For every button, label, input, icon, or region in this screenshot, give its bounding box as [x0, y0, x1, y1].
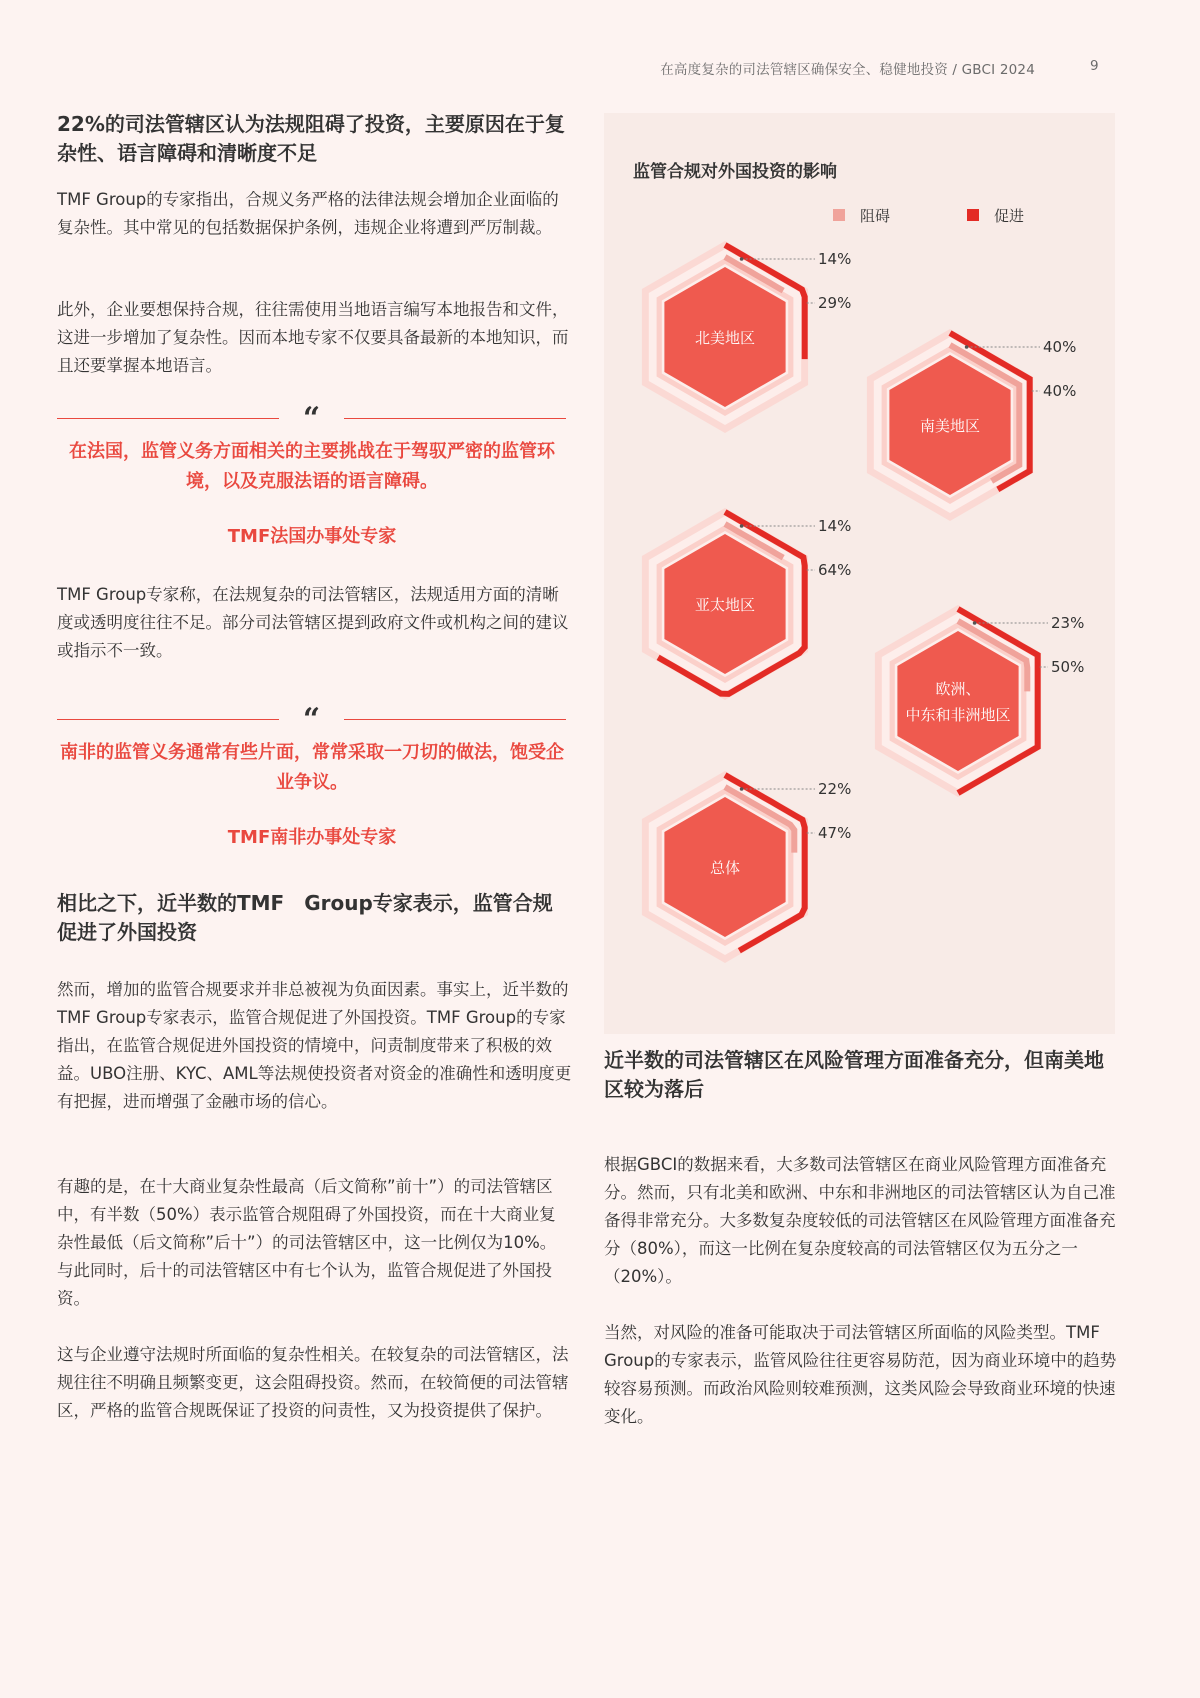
promote-value-label: 47% [818, 824, 852, 842]
promote-value-label: 50% [1051, 658, 1085, 676]
promote-value-label: 64% [818, 561, 852, 579]
paragraph-6: 这与企业遵守法规时所面临的复杂性相关。在较复杂的司法管辖区，法规往往不明确且频繁变更，这会阻碍投资。然而，在较简便的司法管辖区，严格的监管合规既保证了投资的问责性，又为投资提供了保护。 [57, 1345, 569, 1420]
promote-value-label: 29% [818, 294, 852, 312]
hinder-leader-dot [740, 257, 744, 261]
section-heading-risk-management: 近半数的司法管辖区在风险管理方面准备充分，但南美地区较为落后 [604, 1048, 1104, 1101]
hinder-value-label: 22% [818, 780, 852, 798]
chart-title: 监管合规对外国投资的影响 [633, 162, 837, 182]
section-heading-regulation-hinders: 22%的司法管辖区认为法规阻碍了投资，主要原因在于复杂性、语言障碍和清晰度不足 [57, 112, 565, 165]
paragraph-1: TMF Group的专家指出，合规义务严格的法律法规会增加企业面临的复杂性。其中常见的包括数据保护条例，违规企业将遭到严厉制裁。 [57, 190, 559, 237]
promote-value-label: 40% [1043, 382, 1077, 400]
pull-quote-source-south-africa: TMF南非办事处专家 [227, 827, 397, 848]
hex-south-america [867, 329, 1076, 521]
right-paragraph-1: 根据GBCI的数据来看，大多数司法管辖区在商业风险管理方面准备充分。然而，只有北美和欧洲、中东和非洲地区的司法管辖区认为自己准备得非常充分。大多数复杂度较低的司法管辖区在风险管理方面准备充分（80%），而这一比例在复杂度较高的司法管辖区仅为五分之一（20%）。 [604, 1155, 1116, 1286]
hinder-value-label: 14% [818, 250, 852, 268]
pull-quote-south-africa: 南非的监管义务通常有些片面，常常采取一刀切的做法，饱受企业争议。 [60, 742, 564, 793]
hex-asia-pacific [642, 508, 851, 700]
hinder-leader-dot [740, 787, 744, 791]
hex-overall [642, 771, 851, 963]
page-number: 9 [1090, 58, 1099, 74]
hinder-leader-dot [965, 345, 969, 349]
region-label: 欧洲、 [935, 680, 981, 698]
hinder-value-label: 40% [1043, 338, 1077, 356]
hinder-leader-dot [973, 621, 977, 625]
hinder-value-label: 14% [818, 517, 852, 535]
paragraph-2: 此外，企业要想保持合规，往往需使用当地语言编写本地报告和文件，这进一步增加了复杂性。因而本地专家不仅要具备最新的本地知识，而且还要掌握本地语言。 [57, 300, 569, 375]
paragraph-4: 然而，增加的监管合规要求并非总被视为负面因素。事实上，近半数的TMF Group专家表示，监管合规促进了外国投资。TMF Group的专家指出，在监管合规促进外国投资的情境中，问责制度带来了积极的效益。UBO注册、KYC、AML等法规使投资者对资金的准确性和透明度更有把握，进而增强了金融市场的信心。 [57, 980, 572, 1111]
region-label: 北美地区 [694, 329, 756, 347]
region-label: 亚太地区 [694, 596, 756, 614]
hex-emea [875, 605, 1084, 797]
hinder-value-label: 23% [1051, 614, 1085, 632]
hinder-leader-dot [740, 524, 744, 528]
right-paragraph-2: 当然，对风险的准备可能取决于司法管辖区所面临的风险类型。TMF Group的专家表示，监管风险往往更容易防范，因为商业环境中的趋势较容易预测。而政治风险则较难预测，这类风险会导致商业环境的快速变化。 [604, 1323, 1117, 1426]
quote-mark-icon-2: “ [302, 702, 318, 737]
section-heading-compliance-promotes: 相比之下，近半数的TMF Group专家表示，监管合规促进了外国投资 [57, 891, 553, 944]
legend-label-promote: 促进 [994, 207, 1025, 225]
paragraph-3: TMF Group专家称，在法规复杂的司法管辖区，法规适用方面的清晰度或透明度往往不足。部分司法管辖区提到政府文件或机构之间的建议或指示不一致。 [57, 585, 569, 660]
hex-north-america [642, 241, 851, 433]
running-header-title: 在高度复杂的司法管辖区确保安全、稳健地投资 / GBCI 2024 [660, 62, 1035, 78]
pull-quote-source-france: TMF法国办事处专家 [227, 526, 397, 547]
quote-mark-icon: “ [302, 401, 318, 436]
region-label: 总体 [709, 859, 741, 877]
paragraph-5: 有趣的是，在十大商业复杂性最高（后文简称”前十”）的司法管辖区中，有半数（50%）表示监管合规阻碍了外国投资，而在十大商业复杂性最低（后文简称”后十”）的司法管辖区中，这一比例仅为10%。与此同时，后十的司法管辖区中有七个认为，监管合规促进了外国投资。 [57, 1177, 557, 1308]
pull-quote-france: 在法国，监管义务方面相关的主要挑战在于驾驭严密的监管环境，以及克服法语的语言障碍。 [69, 441, 555, 492]
region-label: 中东和非洲地区 [905, 706, 1011, 724]
legend-label-hinder: 阻碍 [860, 207, 891, 225]
region-label: 南美地区 [919, 417, 981, 435]
